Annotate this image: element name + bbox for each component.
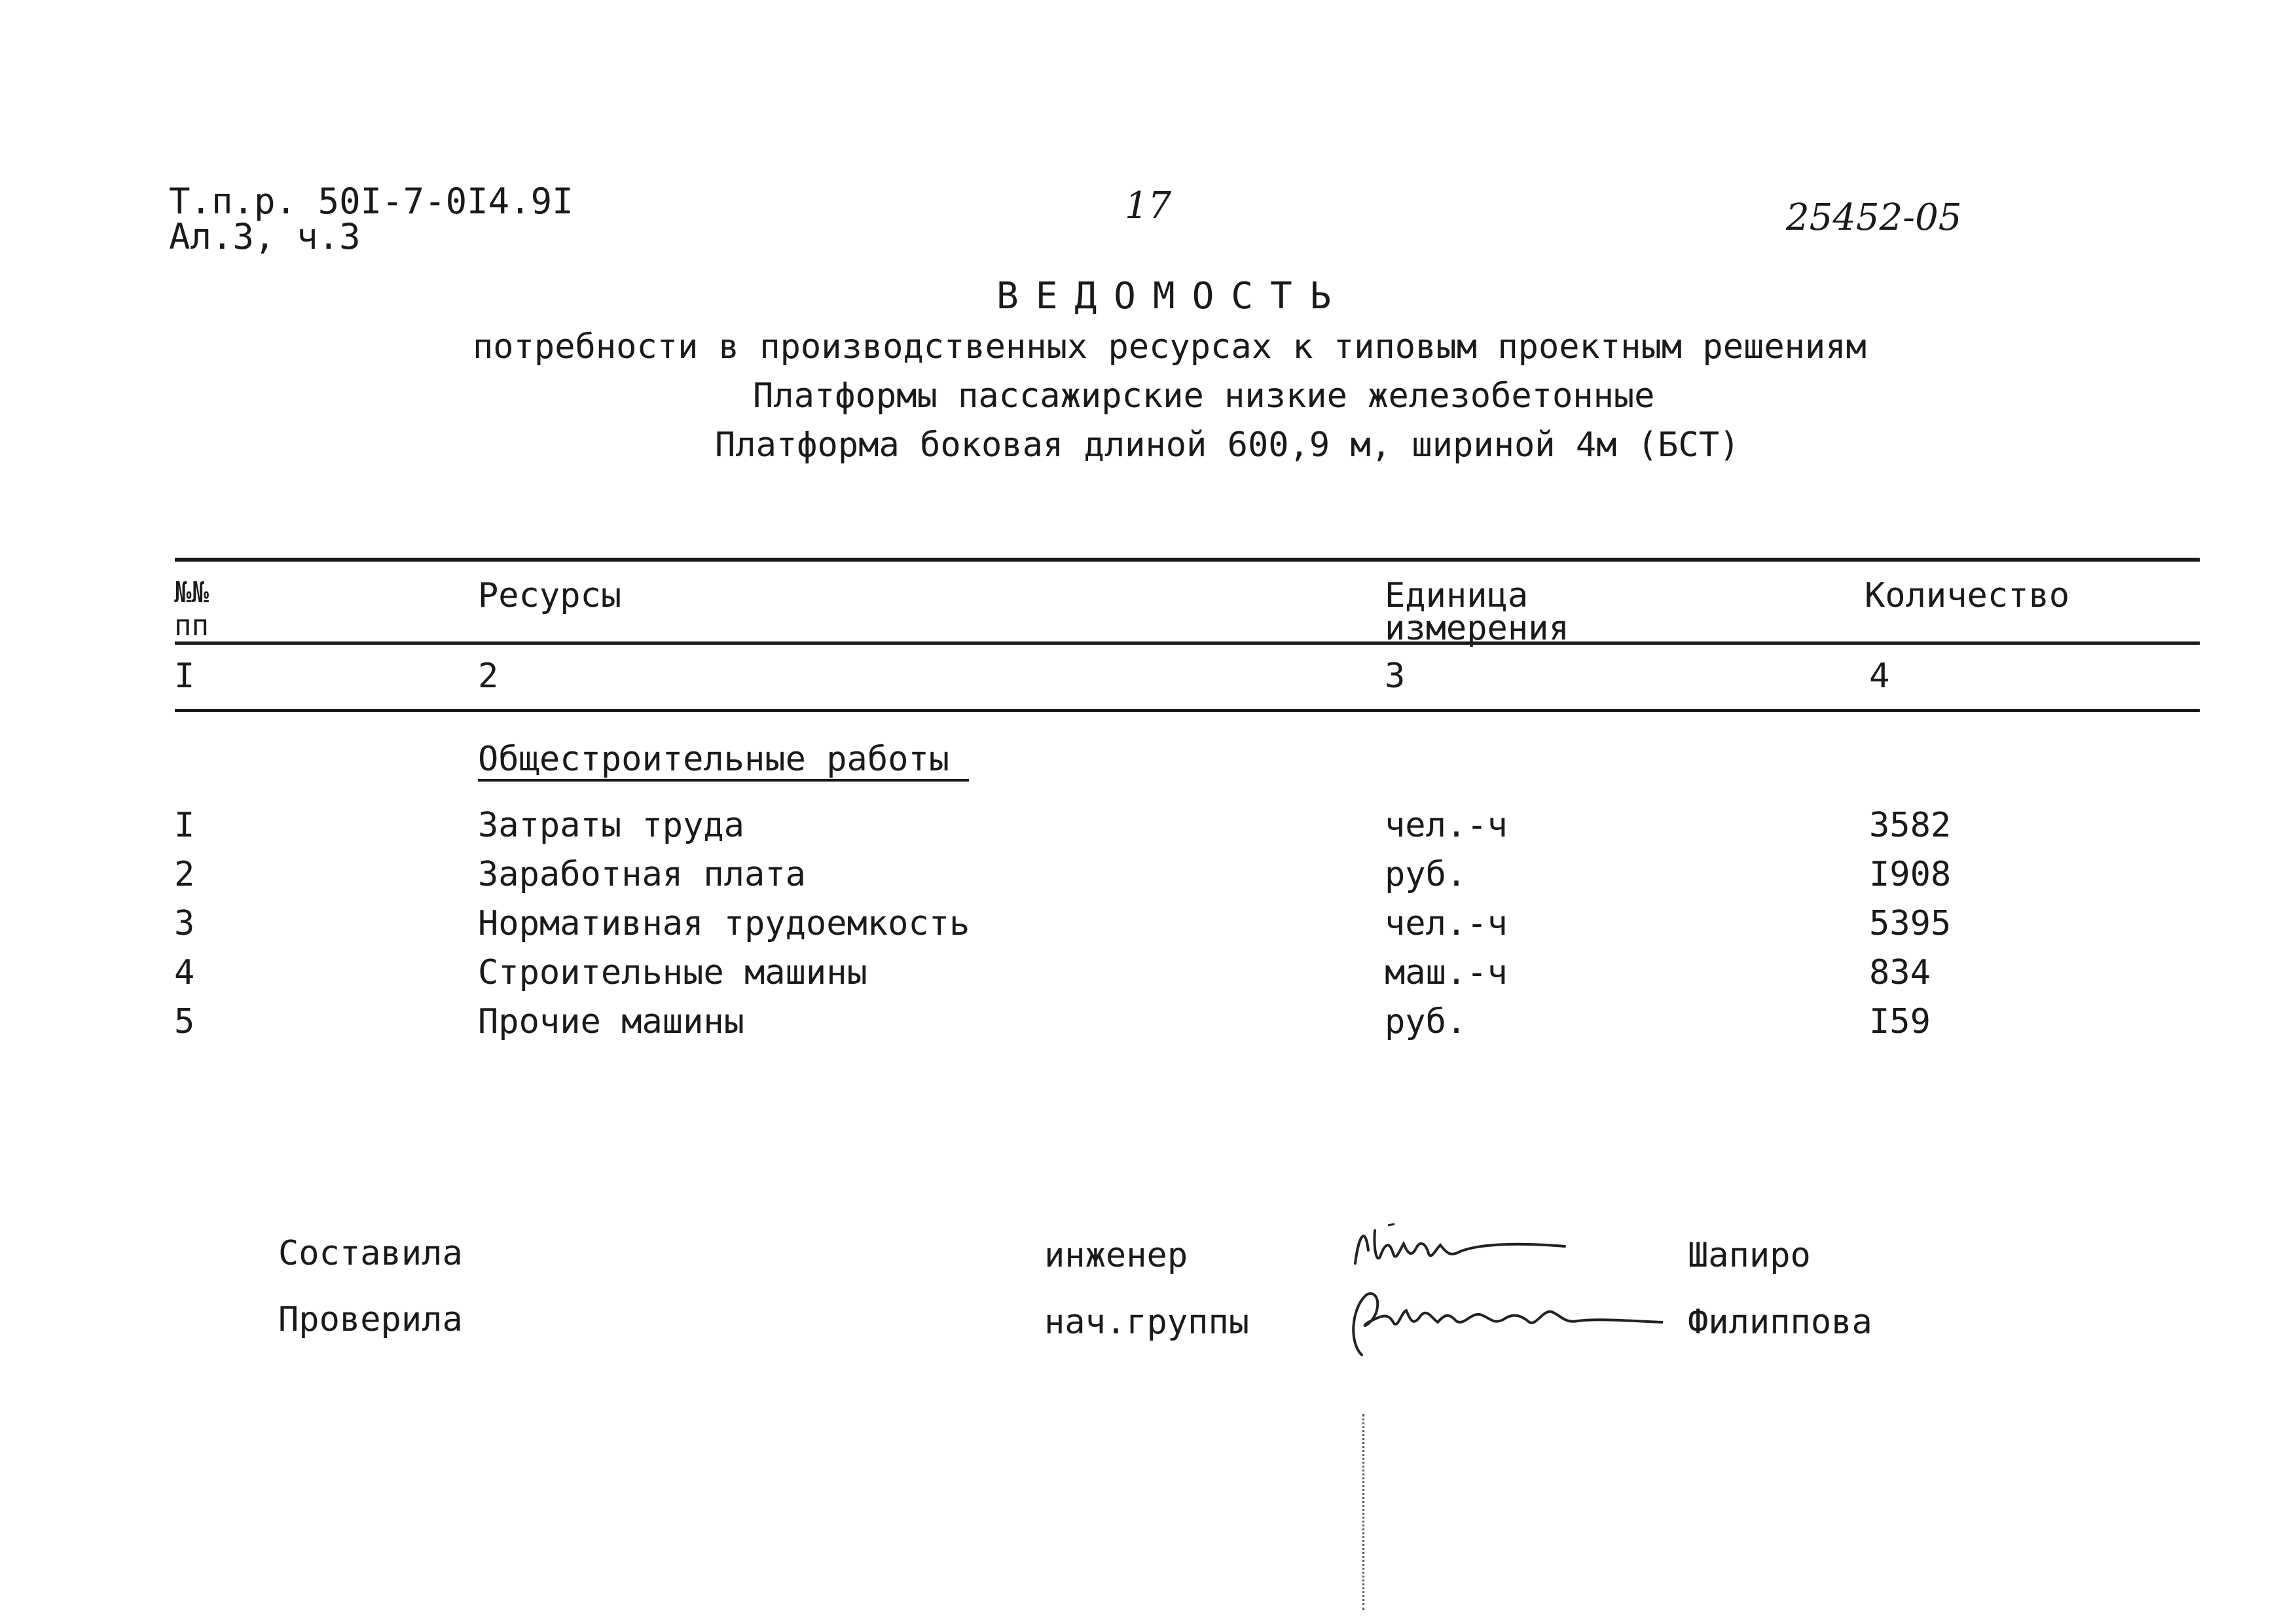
header-unit-line2: измерения — [1385, 609, 1569, 648]
section-title: Общестроительные работы — [478, 740, 969, 782]
row-unit: руб. — [1385, 855, 1467, 894]
column-number: 4 — [1869, 657, 1890, 696]
signature-role: Проверила — [278, 1300, 463, 1339]
row-resource: Прочие машины — [478, 1002, 744, 1041]
row-num: 5 — [174, 1002, 195, 1041]
row-num: 4 — [174, 953, 195, 992]
row-num: I — [174, 806, 195, 845]
header-num-line2: пп — [174, 609, 209, 642]
row-resource: Затраты труда — [478, 806, 744, 845]
inventory-number: 25452-05 — [1786, 196, 1962, 239]
header-quantity: Количество — [1865, 576, 2070, 615]
table-numbers-rule — [175, 709, 2200, 712]
header-num-line1: №№ — [174, 576, 209, 609]
row-resource: Строительные машины — [478, 953, 867, 992]
title-line-3: Платформа боковая длиной 600,9 м, шириной 4м (БСТ) — [715, 425, 1740, 465]
handwritten-signature-icon — [1336, 1283, 1663, 1362]
table-header-rule — [175, 641, 2200, 645]
row-unit: руб. — [1385, 1002, 1467, 1041]
doc-code-line1: Т.п.р. 50I-7-0I4.9I — [169, 181, 574, 222]
page-number: 17 — [1125, 185, 1172, 227]
signature-name: Шапиро — [1688, 1236, 1811, 1275]
column-number: I — [174, 657, 195, 696]
document-title: ВЕДОМОСТЬ — [996, 275, 1349, 317]
row-unit: чел.-ч — [1385, 904, 1508, 943]
row-qty: 5395 — [1869, 904, 1952, 943]
header-resource: Ресурсы — [478, 576, 622, 615]
title-line-2: Платформы пассажирские низкие железобетонные — [753, 376, 1655, 416]
row-resource: Заработная плата — [478, 855, 806, 894]
signature-name: Филиппова — [1688, 1303, 1872, 1342]
signature-position: инженер — [1044, 1236, 1188, 1275]
table-top-rule — [175, 558, 2200, 562]
row-qty: I908 — [1869, 855, 1952, 894]
header-unit-line1: Единица — [1385, 576, 1529, 615]
binding-line — [1362, 1414, 1364, 1610]
column-number: 2 — [478, 657, 499, 696]
doc-code-line2: Ал.3, ч.3 — [169, 216, 361, 257]
row-num: 2 — [174, 855, 195, 894]
row-qty: 834 — [1869, 953, 1931, 992]
row-qty: 3582 — [1869, 806, 1952, 845]
handwritten-signature-icon — [1349, 1218, 1571, 1276]
title-line-1: потребности в производственных ресурсах к типовым проектным решениям — [473, 327, 1867, 367]
signature-role: Составила — [278, 1234, 463, 1273]
column-number: 3 — [1385, 657, 1406, 696]
row-unit: маш.-ч — [1385, 953, 1508, 992]
signature-position: нач.группы — [1044, 1303, 1250, 1342]
row-num: 3 — [174, 904, 195, 943]
row-unit: чел.-ч — [1385, 806, 1508, 845]
row-qty: I59 — [1869, 1002, 1931, 1041]
row-resource: Нормативная трудоемкость — [478, 904, 970, 943]
